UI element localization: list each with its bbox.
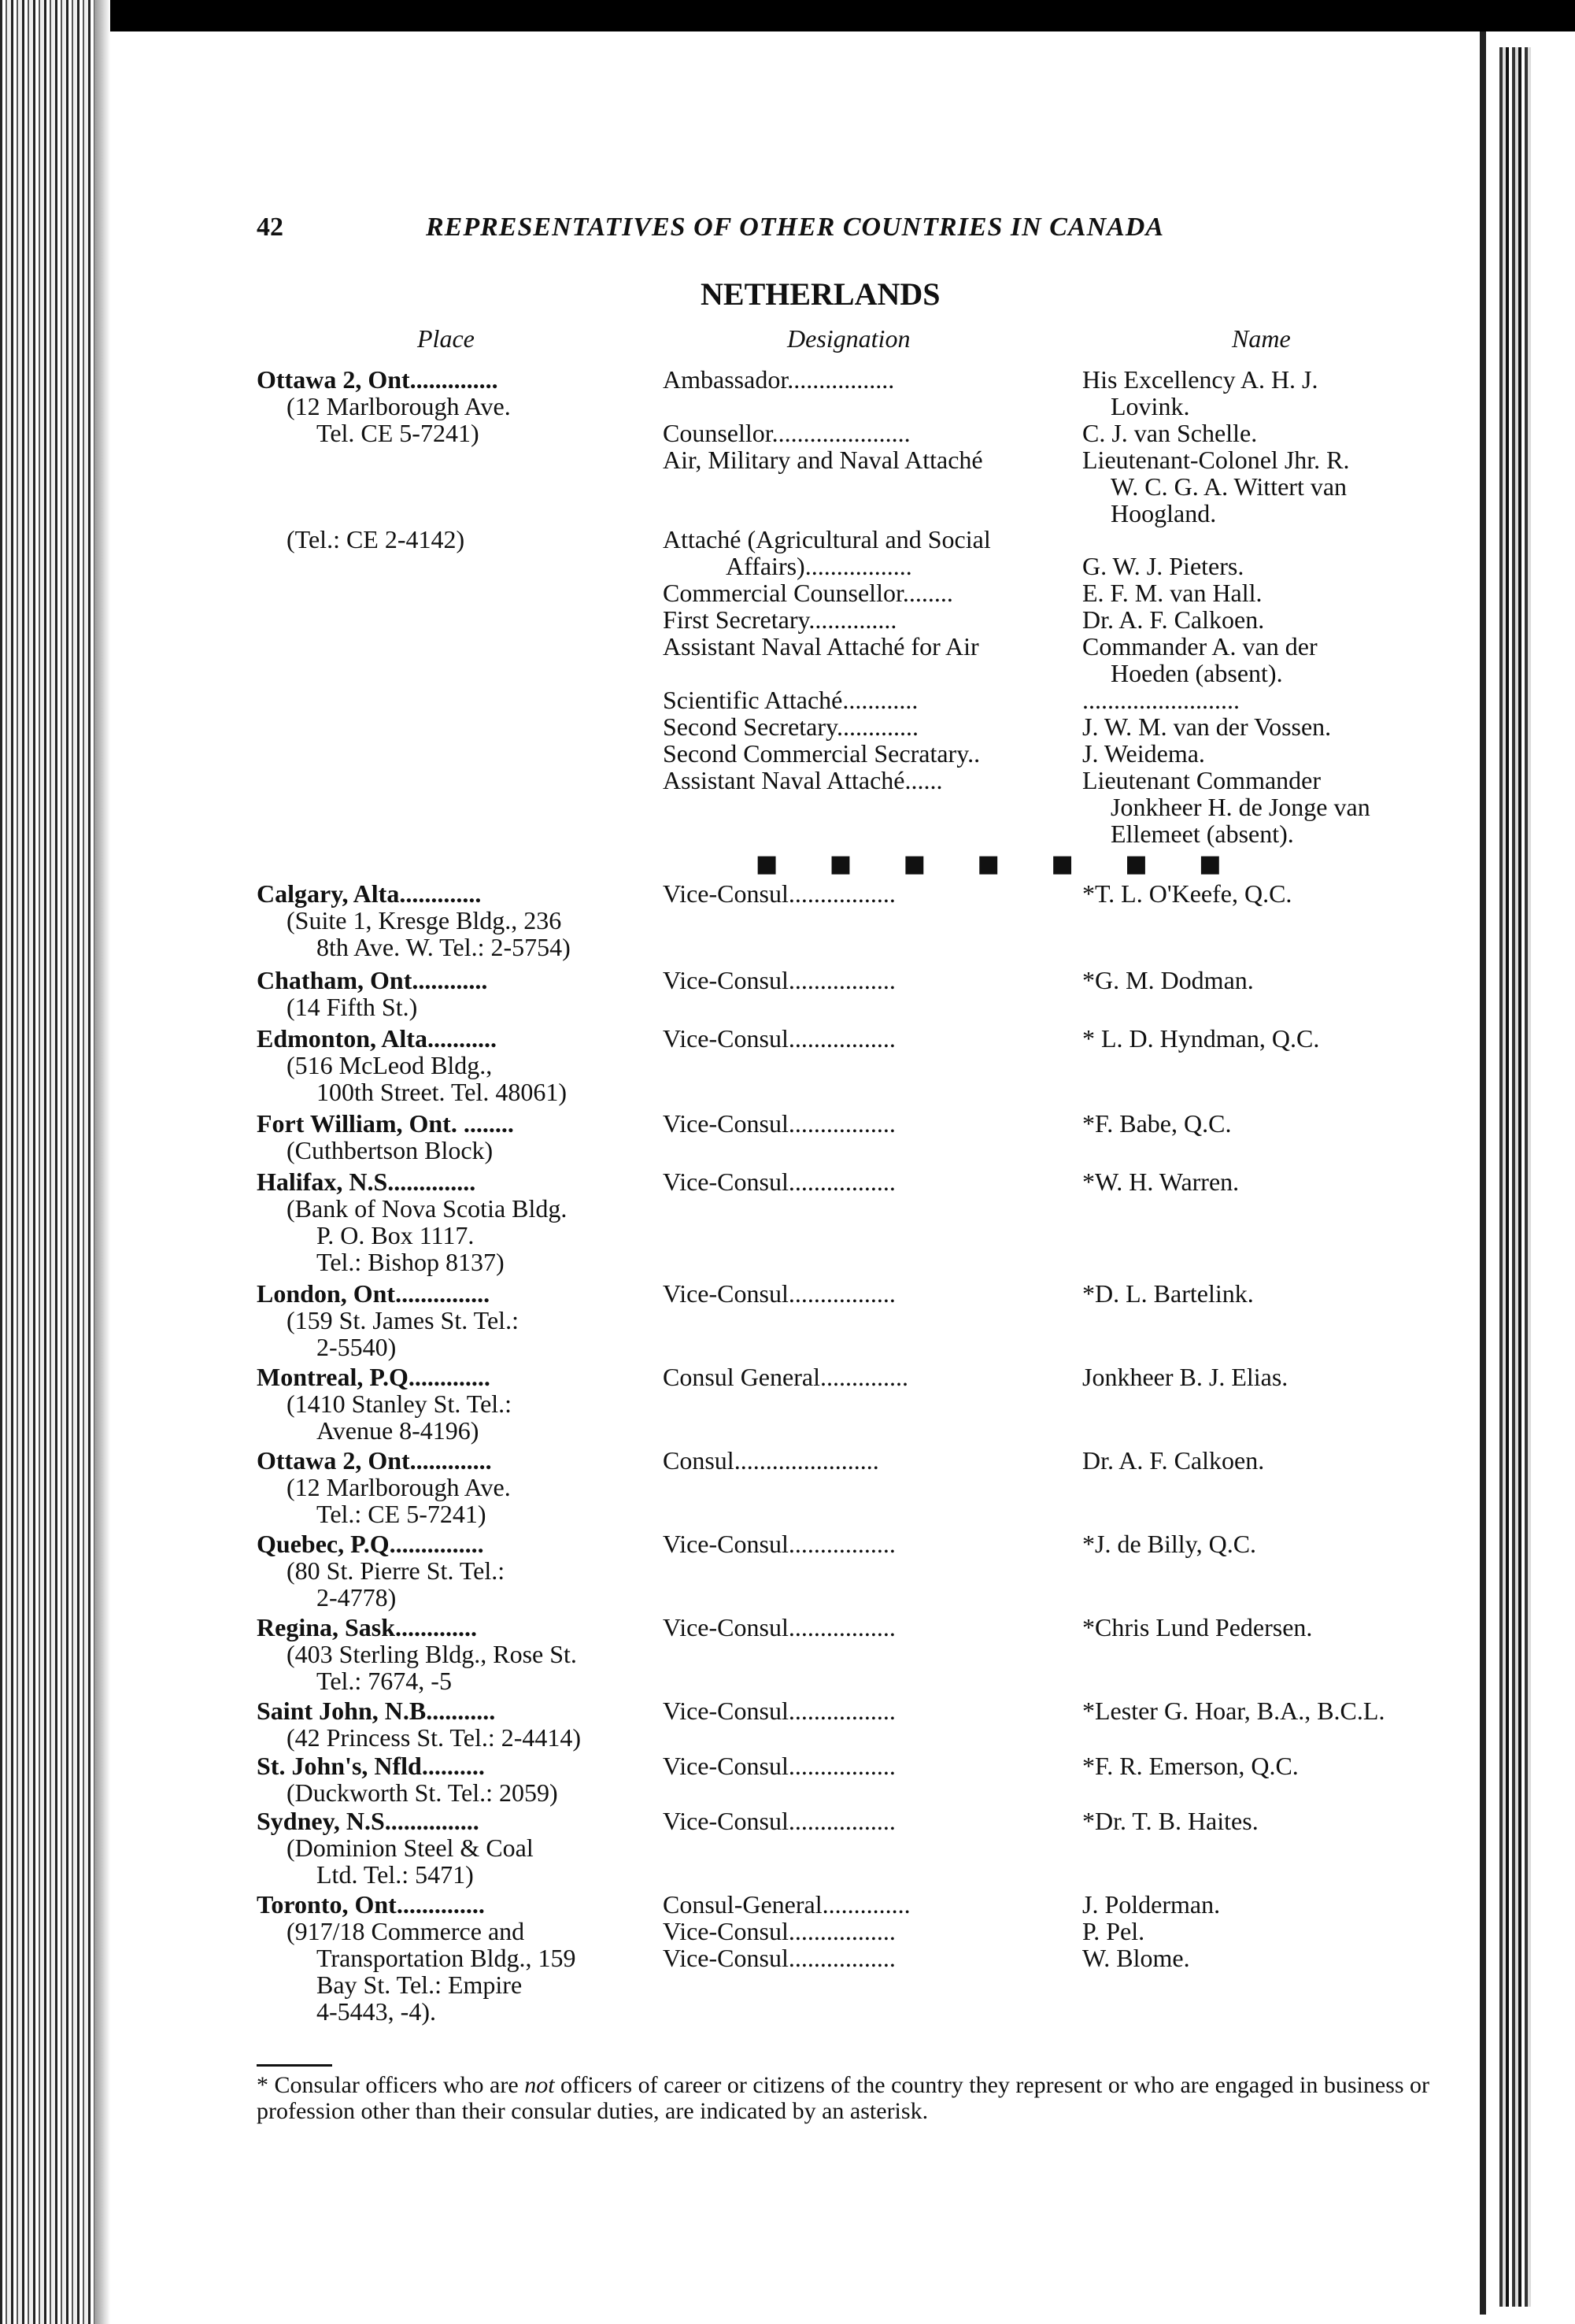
designation: Counsellor......................: [663, 419, 911, 447]
name-line: *D. L. Bartelink.: [1082, 1279, 1254, 1308]
designation-line: Vice-Consul.................: [663, 966, 896, 994]
column-header-place: Place: [417, 324, 475, 353]
consulate-city: St. John's, Nfld..........: [257, 1752, 485, 1780]
name-line: *F. R. Emerson, Q.C.: [1082, 1752, 1299, 1780]
name: [1082, 633, 1507, 686]
consulate-name: [1082, 880, 1507, 907]
designation-line: Vice-Consul.................: [663, 1752, 896, 1780]
name: [1082, 446, 1507, 527]
designation: Scientific Attaché............: [663, 686, 919, 714]
name-line: P. Pel.: [1082, 1917, 1145, 1945]
book-spine-left: [0, 0, 94, 2324]
consulate-designation: [663, 1614, 1056, 1641]
consulate-city: Sydney, N.S...............: [257, 1807, 479, 1835]
consulate-address-line: P. O. Box 1117.: [316, 1221, 475, 1249]
consulate-city: Ottawa 2, Ont.............: [257, 1446, 492, 1475]
consulate-name: [1082, 1697, 1507, 1724]
consulate-name: [1082, 1280, 1507, 1307]
consulate-name: [1082, 1614, 1507, 1641]
consulate-address-line: (159 St. James St. Tel.:: [287, 1306, 519, 1334]
name-line: *J. de Billy, Q.C.: [1082, 1530, 1257, 1558]
consulate-designation: [663, 1530, 1056, 1557]
name-line: Commander A. van der: [1082, 632, 1318, 661]
name-line: W. C. G. A. Wittert van: [1111, 472, 1348, 501]
consulate-designation: [663, 1168, 1056, 1195]
consulate-address-line: 2-5540): [316, 1333, 397, 1361]
consulate-place: [257, 1280, 650, 1360]
consulate-address-line: Tel.: 7674, -5: [316, 1667, 452, 1695]
consulate-address-line: Avenue 8-4196): [316, 1416, 479, 1445]
embassy-phone: Tel. CE 5-7241): [316, 419, 479, 447]
name: [1082, 767, 1507, 847]
consulate-name: [1082, 1808, 1507, 1834]
consulate-city: Calgary, Alta.............: [257, 879, 482, 908]
designation: Second Secretary.............: [663, 712, 919, 741]
designation: Second Commercial Secratary..: [663, 739, 981, 768]
consulate-address-line: Ltd. Tel.: 5471): [316, 1860, 474, 1889]
consulate-address-line: (516 McLeod Bldg.,: [287, 1051, 493, 1079]
consulate-address-line: (Bank of Nova Scotia Bldg.: [287, 1194, 568, 1223]
consulate-city: Quebec, P.Q...............: [257, 1530, 484, 1558]
consulate-address-line: 100th Street. Tel. 48061): [316, 1078, 568, 1106]
name: .........................: [1082, 686, 1240, 714]
running-title: REPRESENTATIVES OF OTHER COUNTRIES IN CANADA: [426, 213, 1165, 242]
footnote-text: officers of career or citizens of the country they represent or who are engaged in business or profession other than their consular duties, are indicated by an asterisk.: [257, 2072, 1430, 2124]
name: G. W. J. Pieters.: [1082, 552, 1244, 580]
consulate-city: Regina, Sask.............: [257, 1613, 478, 1641]
consulate-designation: [663, 1364, 1056, 1390]
designation-line: Attaché (Agricultural and Social: [663, 525, 991, 553]
consulate-address-line: (Dominion Steel & Coal: [287, 1834, 534, 1862]
consulate-address-line: (12 Marlborough Ave.: [287, 1473, 511, 1501]
consulate-place: [257, 1110, 650, 1164]
consulate-place: [257, 967, 650, 1020]
consulate-address-line: 2-4778): [316, 1583, 397, 1612]
consulate-city: Toronto, Ont..............: [257, 1890, 485, 1919]
name-line: *F. Babe, Q.C.: [1082, 1109, 1232, 1138]
consulate-city: Edmonton, Alta...........: [257, 1024, 497, 1053]
consulate-address-line: (80 St. Pierre St. Tel.:: [287, 1556, 505, 1585]
consulate-name: [1082, 1025, 1507, 1052]
footnote-rule: [257, 2064, 332, 2067]
name-line: *Dr. T. B. Haites.: [1082, 1807, 1259, 1835]
consulate-address-line: (403 Sterling Bldg., Rose St.: [287, 1640, 577, 1668]
designation: Ambassador.................: [663, 365, 895, 394]
embassy-city: Ottawa 2, Ont..............: [257, 365, 498, 394]
consulate-city: Montreal, P.Q.............: [257, 1363, 490, 1391]
consulate-designation: [663, 967, 1056, 994]
designation-line: Vice-Consul.................: [663, 1530, 896, 1558]
consulate-place: [257, 1752, 650, 1806]
consulate-designation: [663, 1025, 1056, 1052]
name-line: *W. H. Warren.: [1082, 1168, 1240, 1196]
designation-line: Vice-Consul.................: [663, 1168, 896, 1196]
consulate-designation: [663, 1110, 1056, 1137]
name-line: *T. L. O'Keefe, Q.C.: [1082, 879, 1292, 908]
designation: First Secretary..............: [663, 605, 897, 634]
name-line: Hoeden (absent).: [1111, 659, 1283, 687]
designation-line: Affairs).................: [726, 552, 912, 580]
consulate-name: [1082, 1530, 1507, 1557]
name-line: *G. M. Dodman.: [1082, 966, 1254, 994]
designation-line: Vice-Consul.................: [663, 1279, 896, 1308]
name: J. W. M. van der Vossen.: [1082, 712, 1332, 741]
consulate-city: Fort William, Ont. ........: [257, 1109, 514, 1138]
name-line: Hoogland.: [1111, 499, 1217, 527]
column-header-designation: Designation: [787, 324, 911, 353]
consulate-address-line: (Cuthbertson Block): [287, 1136, 494, 1164]
document-page: [157, 0, 1480, 2324]
name-line: Lieutenant-Colonel Jhr. R.: [1082, 446, 1350, 474]
designation: Assistant Naval Attaché......: [663, 766, 943, 794]
designation-line: Consul-General..............: [663, 1890, 911, 1919]
consulate-name: [1082, 1752, 1507, 1779]
designation-line: Vice-Consul.................: [663, 1807, 896, 1835]
name-line: Dr. A. F. Calkoen.: [1082, 1446, 1265, 1475]
designation-line: Vice-Consul.................: [663, 1613, 896, 1641]
consulate-city: Saint John, N.B...........: [257, 1697, 496, 1725]
consulate-address-line: (Suite 1, Kresge Bldg., 236: [287, 906, 562, 934]
consulate-designation: [663, 1697, 1056, 1724]
section-separator: ■ ■ ■ ■ ■ ■ ■: [756, 850, 1244, 878]
page-number: 42: [257, 213, 283, 242]
consulate-name: [1082, 1891, 1507, 1971]
designation-line: Vice-Consul.................: [663, 1944, 896, 1972]
name: E. F. M. van Hall.: [1082, 579, 1263, 607]
consulate-place: [257, 1614, 650, 1694]
consulate-designation: [663, 1752, 1056, 1779]
footnote-emphasis: not: [524, 2072, 555, 2098]
consulate-name: [1082, 1168, 1507, 1195]
consulate-place: [257, 1025, 650, 1105]
consulate-place: [257, 1168, 650, 1275]
consulate-designation: [663, 880, 1056, 907]
page-header: [257, 213, 1469, 252]
consulate-address-line: 4-5443, -4).: [316, 1997, 436, 2026]
name-line: His Excellency A. H. J.: [1082, 365, 1318, 394]
page-gutter: [94, 0, 110, 2324]
consulate-address-line: (Duckworth St. Tel.: 2059): [287, 1778, 558, 1807]
country-heading: NETHERLANDS: [701, 276, 941, 312]
consulate-name: [1082, 967, 1507, 994]
designation-line: Consul General..............: [663, 1363, 908, 1391]
consulate-name: [1082, 1447, 1507, 1474]
designation-line: Vice-Consul.................: [663, 1697, 896, 1725]
consulate-address-line: Transportation Bldg., 159: [316, 1944, 576, 1972]
embassy-alt-phone: (Tel.: CE 2-4142): [287, 525, 465, 553]
consulate-address-line: Bay St. Tel.: Empire: [316, 1971, 523, 1999]
consulate-place: [257, 1808, 650, 1888]
designation-line: Vice-Consul.................: [663, 879, 896, 908]
consulate-address-line: Tel.: Bishop 8137): [316, 1248, 505, 1276]
consulate-place: [257, 1364, 650, 1444]
consulate-place: [257, 880, 650, 960]
consulate-designation: [663, 1808, 1056, 1834]
consulate-city: London, Ont...............: [257, 1279, 490, 1308]
consulate-address-line: (917/18 Commerce and: [287, 1917, 525, 1945]
designation: Assistant Naval Attaché for Air: [663, 632, 979, 661]
consulate-place: [257, 1891, 650, 2025]
consulate-name: [1082, 1364, 1507, 1390]
name-line: Jonkheer B. J. Elias.: [1082, 1363, 1288, 1391]
designation: Commercial Counsellor........: [663, 579, 953, 607]
name: C. J. van Schelle.: [1082, 419, 1258, 447]
embassy-place: [257, 366, 650, 446]
consulate-designation: [663, 1280, 1056, 1307]
consulate-address-line: (14 Fifth St.): [287, 993, 418, 1021]
consulate-address-line: 8th Ave. W. Tel.: 2-5754): [316, 933, 571, 961]
name-line: Ellemeet (absent).: [1111, 820, 1294, 848]
name-line: Jonkheer H. de Jonge van: [1111, 793, 1370, 821]
embassy-address: (12 Marlborough Ave.: [287, 392, 511, 420]
name: [1082, 366, 1507, 420]
designation-line: Consul.......................: [663, 1446, 879, 1475]
footnote-text: * Consular officers who are: [257, 2072, 525, 2098]
name-line: J. Polderman.: [1082, 1890, 1221, 1919]
name: J. Weidema.: [1082, 739, 1205, 768]
name: Dr. A. F. Calkoen.: [1082, 605, 1265, 634]
name-line: *Lester G. Hoar, B.A., B.C.L.: [1082, 1697, 1385, 1725]
footnote: [257, 2072, 1469, 2124]
consulate-place: [257, 1447, 650, 1527]
designation-line: Vice-Consul.................: [663, 1024, 896, 1053]
consulate-address-line: (1410 Stanley St. Tel.:: [287, 1390, 512, 1418]
consulate-designation: [663, 1447, 1056, 1474]
consulate-name: [1082, 1110, 1507, 1137]
designation: Air, Military and Naval Attaché: [663, 446, 983, 474]
designation: [663, 526, 1056, 579]
consulate-address-line: (42 Princess St. Tel.: 2-4414): [287, 1723, 582, 1752]
consulate-place: [257, 1697, 650, 1751]
designation-line: Vice-Consul.................: [663, 1109, 896, 1138]
consulate-address-line: Tel.: CE 5-7241): [316, 1500, 486, 1528]
name-line: Lieutenant Commander: [1082, 766, 1322, 794]
name-line: *Chris Lund Pedersen.: [1082, 1613, 1313, 1641]
consulate-place: [257, 1530, 650, 1611]
name-line: * L. D. Hyndman, Q.C.: [1082, 1024, 1320, 1053]
consulate-city: Halifax, N.S..............: [257, 1168, 476, 1196]
name-line: Lovink.: [1111, 392, 1190, 420]
designation-line: Vice-Consul.................: [663, 1917, 896, 1945]
column-header-name: Name: [1232, 324, 1291, 353]
consulate-city: Chatham, Ont............: [257, 966, 488, 994]
consulate-designation: [663, 1891, 1056, 1971]
name-line: W. Blome.: [1082, 1944, 1190, 1972]
